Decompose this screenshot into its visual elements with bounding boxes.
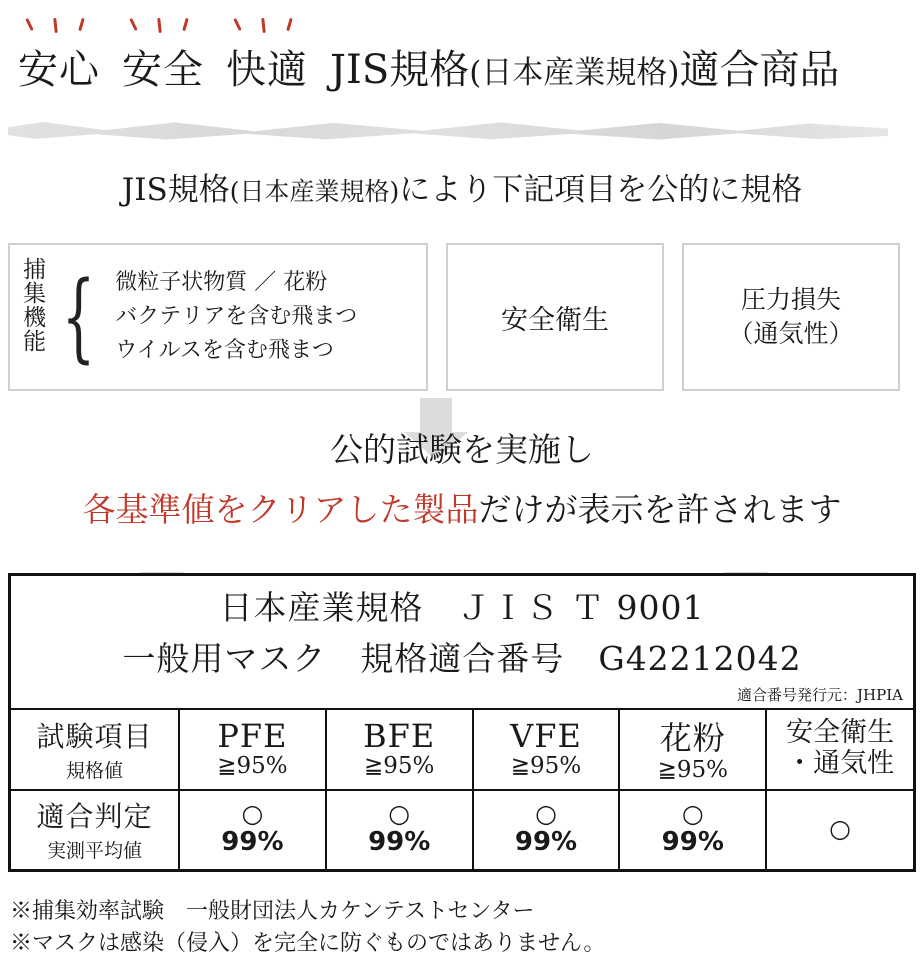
row-label-test-items-title: 試験項目: [36, 719, 153, 753]
criteria-box-safety-hygiene-label: 安全衛生: [501, 304, 609, 336]
page-title-tail: 適合商品: [679, 47, 840, 93]
criteria-box-filtration-items: [115, 266, 357, 368]
criteria-item: 微粒子状物質 ／ 花粉: [115, 269, 328, 295]
row-label-test-items-sub: 規格値: [65, 759, 123, 782]
certification-issuer: 適合番号発行元：JHPIA: [737, 686, 903, 704]
subheading-part2: により下記項目を公的に規格: [399, 172, 803, 208]
test-results-table: [11, 708, 913, 869]
spark-lines-icon: [230, 18, 312, 40]
result-cell-pfe: [179, 790, 326, 869]
middle-text-line2: [0, 484, 924, 531]
table-row-header: [11, 709, 913, 790]
criteria-box-pressure-drop-label1: 圧力損失: [740, 285, 841, 315]
brush-stroke-divider: [8, 118, 888, 140]
middle-text-rest: だけが表示を許されます: [478, 490, 842, 529]
result-mark-vfe: ○: [535, 798, 557, 828]
certification-panel: [8, 573, 916, 872]
column-header-pfe: [179, 709, 326, 790]
column-header-pollen-standard: ≧95%: [657, 757, 728, 783]
column-header-pollen: [619, 709, 766, 790]
subheading-paren: (日本産業規格): [229, 177, 400, 206]
row-label-test-items: [11, 709, 179, 790]
row-label-conformity-title: 適合判定: [36, 800, 153, 833]
criteria-box-pressure-drop: [682, 243, 900, 391]
column-header-safety-breathability: [766, 709, 913, 790]
subheading-part1: JIS規格: [121, 172, 230, 208]
result-mark-safety-breathability: ○: [829, 813, 851, 843]
criteria-box-filtration-label: 捕集機能: [19, 257, 46, 353]
criteria-box-safety-hygiene: [446, 243, 664, 391]
page-title: [330, 38, 839, 95]
column-header-safety-breathability-line2: ・通気性: [786, 748, 895, 779]
column-header-vfe-standard: ≧95%: [510, 753, 582, 779]
result-mark-bfe: ○: [388, 798, 411, 828]
table-row-results: [11, 790, 913, 869]
result-cell-pollen: [619, 790, 766, 869]
catchword-kaiteki-text: 快適: [226, 47, 308, 93]
headline-row: [18, 38, 839, 95]
column-header-vfe-name: VFE: [510, 717, 582, 755]
column-header-safety-breathability-line1: 安全衛生: [786, 716, 895, 748]
catchword-anshin: [18, 38, 100, 95]
column-header-bfe-standard: ≧95%: [363, 753, 435, 779]
result-value-pollen: 99%: [661, 827, 724, 858]
row-label-conformity-sub: 実測平均値: [46, 840, 142, 862]
column-header-pfe-name: PFE: [217, 717, 288, 755]
criteria-box-filtration: 捕集機能 { 微粒子状物質 ／ 花粉 バクテリアを含む飛まつ ウイルスを含む飛まつ: [8, 243, 428, 391]
middle-text-highlight: 各基準値をクリアした製品: [82, 490, 479, 529]
page-title-main: JIS規格: [330, 47, 470, 93]
result-cell-bfe: [326, 790, 473, 869]
catchword-anshin-text: 安心: [18, 47, 100, 93]
header-band: [0, 26, 924, 136]
criteria-box-pressure-drop-label2: （通気性）: [728, 319, 854, 348]
result-mark-pfe: ○: [241, 798, 264, 828]
column-header-bfe-name: BFE: [363, 717, 436, 755]
footnote-1: ※捕集効率試験 一般財団法人カケンテストセンター: [10, 899, 535, 924]
column-header-pollen-name: 花粉: [659, 719, 726, 757]
row-label-conformity: [11, 790, 179, 869]
certification-number: 一般用マスク 規格適合番号 G42212042: [122, 639, 802, 678]
certification-standard: 日本産業規格 ＪＩＳ Ｔ 9001: [219, 588, 705, 627]
result-cell-vfe: [473, 790, 620, 869]
spark-lines-icon: [126, 18, 208, 40]
result-value-bfe: 99%: [368, 827, 431, 858]
catchword-anzen: [122, 38, 204, 95]
footnote-2: ※マスクは感染（侵入）を完全に防ぐものではありません。: [10, 930, 606, 956]
result-cell-safety-breathability: [766, 790, 913, 869]
result-value-vfe: 99%: [514, 827, 578, 858]
column-header-vfe: [473, 709, 620, 790]
column-header-pfe-standard: ≧95%: [217, 753, 288, 779]
result-mark-pollen: ○: [681, 798, 704, 828]
criteria-item: バクテリアを含む飛まつ: [115, 303, 358, 329]
result-value-pfe: 99%: [221, 827, 284, 858]
middle-text-line1: 公的試験を実施し: [330, 430, 594, 469]
page-title-paren: (日本産業規格): [469, 55, 680, 91]
criteria-box-group: [8, 243, 916, 391]
footnotes: [10, 896, 605, 960]
catchword-kaiteki: [226, 38, 308, 95]
column-header-bfe: [326, 709, 473, 790]
subheading: [0, 164, 924, 209]
criteria-item: ウイルスを含む飛まつ: [115, 338, 334, 364]
catchword-anzen-text: 安全: [122, 47, 204, 93]
certification-heading: [11, 576, 913, 682]
spark-lines-icon: [22, 18, 104, 40]
